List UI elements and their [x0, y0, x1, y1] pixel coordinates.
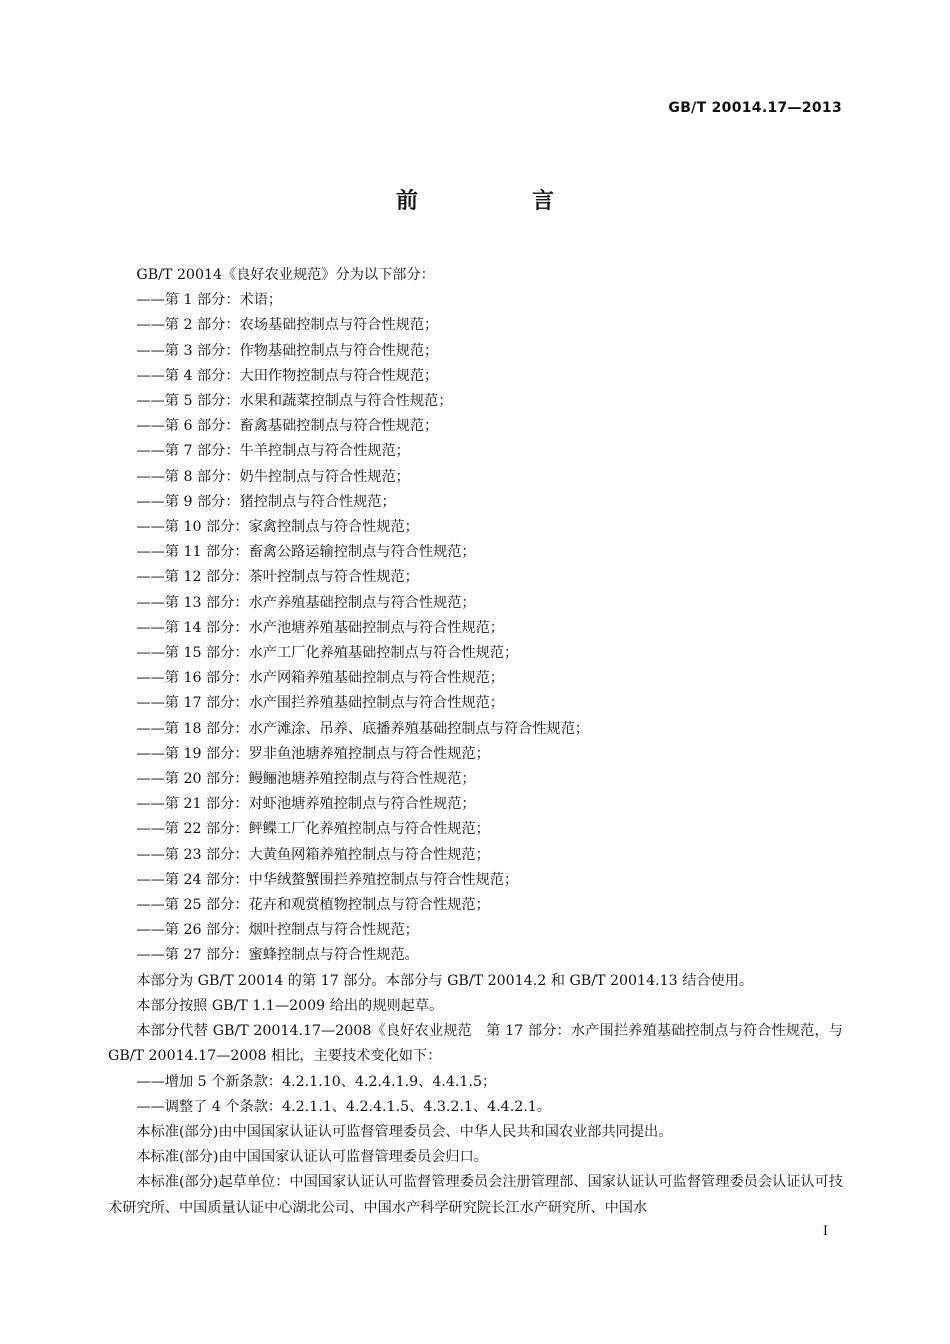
part-list-item: ——第 23 部分：大黄鱼网箱养殖控制点与符合性规范；	[136, 846, 490, 863]
paragraph-drafting-rules: 本部分按照 GB/T 1.1—2009 给出的规则起草。	[136, 997, 444, 1014]
part-list-item: ——第 9 部分：猪控制点与符合性规范；	[136, 493, 396, 510]
part-list-item: ——第 4 部分：大田作物控制点与符合性规范；	[136, 367, 439, 384]
part-list-item: ——第 12 部分：茶叶控制点与符合性规范；	[136, 569, 419, 586]
page-number: I	[822, 1224, 828, 1239]
intro-paragraph: GB/T 20014《良好农业规范》分为以下部分：	[136, 267, 435, 283]
part-list-item: ——第 18 部分：水产滩涂、吊养、底播养殖基础控制点与符合性规范；	[136, 720, 590, 737]
paragraph-centralized-by: 本标准(部分)由中国国家认证认可监督管理委员会归口。	[136, 1149, 488, 1166]
standard-code-header: GB/T 20014.17—2013	[668, 100, 842, 116]
part-list-item: ——第 27 部分：蜜蜂控制点与符合性规范。	[136, 947, 419, 964]
part-list-item: ——第 1 部分：术语；	[136, 292, 283, 309]
page-title: 前 言	[395, 189, 600, 214]
document-body	[108, 263, 843, 1221]
part-list-item: ——第 15 部分：水产工厂化养殖基础控制点与符合性规范；	[136, 645, 519, 662]
part-list-item: ——第 6 部分：畜禽基础控制点与符合性规范；	[136, 418, 439, 435]
part-list-item: ——第 19 部分：罗非鱼池塘养殖控制点与符合性规范；	[136, 745, 490, 762]
part-list-item: ——第 26 部分：烟叶控制点与符合性规范；	[136, 922, 419, 939]
part-list-item: ——第 25 部分：花卉和观赏植物控制点与符合性规范；	[136, 897, 490, 914]
part-list-item: ——第 24 部分：中华绒螯蟹围拦养殖控制点与符合性规范；	[136, 871, 519, 888]
paragraph-proposed-by: 本标准(部分)由中国国家认证认可监督管理委员会、中华人民共和国农业部共同提出。	[136, 1123, 673, 1140]
paragraph-drafting-units: 本标准(部分)起草单位：中国国家认证认可监督管理委员会注册管理部、国家认证认可监督管理委员会认证认可技术研究所、中国质量认证中心湖北公司、中国水产科学研究院长江水产研究所、中国水	[108, 1174, 843, 1216]
part-list-item: ——第 20 部分：鳗鲡池塘养殖控制点与符合性规范；	[136, 771, 476, 788]
part-list-item: ——第 3 部分：作物基础控制点与符合性规范；	[136, 342, 439, 359]
part-list-item: ——第 17 部分：水产围拦养殖基础控制点与符合性规范；	[136, 695, 504, 712]
part-list-item: ——第 14 部分：水产池塘养殖基础控制点与符合性规范；	[136, 619, 504, 636]
part-list-item: ——第 21 部分：对虾池塘养殖控制点与符合性规范；	[136, 796, 476, 813]
part-list-item: ——第 13 部分：水产养殖基础控制点与符合性规范；	[136, 594, 476, 611]
change-item-added: ——增加 5 个新条款：4.2.1.10、4.2.4.1.9、4.4.1.5；	[136, 1073, 497, 1090]
paragraph-part-number: 本部分为 GB/T 20014 的第 17 部分。本部分与 GB/T 20014.2 和 GB/T 20014.13 结合使用。	[136, 972, 754, 989]
part-list-item: ——第 2 部分：农场基础控制点与符合性规范；	[136, 317, 439, 334]
part-list-item: ——第 22 部分：鲆鲽工厂化养殖控制点与符合性规范；	[136, 821, 490, 838]
part-list-item: ——第 10 部分：家禽控制点与符合性规范；	[136, 519, 419, 536]
part-list-item: ——第 11 部分：畜禽公路运输控制点与符合性规范；	[136, 544, 476, 561]
part-list-item: ——第 7 部分：牛羊控制点与符合性规范；	[136, 443, 410, 460]
paragraph-replaces: 本部分代替 GB/T 20014.17—2008《良好农业规范 第 17 部分：水产围拦养殖基础控制点与符合性规范，与 GB/T 20014.17—2008 相比，主要技术变化如下：	[108, 1023, 843, 1065]
part-list-item: ——第 5 部分：水果和蔬菜控制点与符合性规范；	[136, 393, 453, 410]
part-list-item: ——第 16 部分：水产网箱养殖基础控制点与符合性规范；	[136, 670, 504, 687]
change-item-adjusted: ——调整了 4 个条款：4.2.1.1、4.2.4.1.5、4.3.2.1、4.4.2.1。	[136, 1098, 551, 1115]
part-list-item: ——第 8 部分：奶牛控制点与符合性规范；	[136, 468, 410, 485]
parts-list	[108, 288, 843, 968]
